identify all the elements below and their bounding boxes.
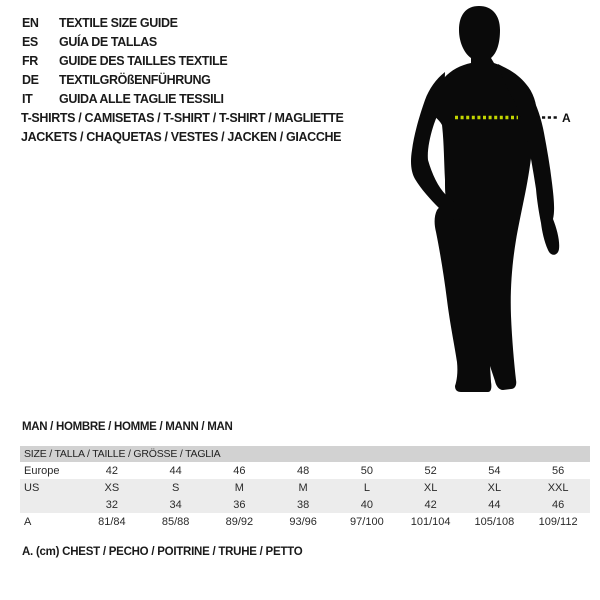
size-cell: S [171, 481, 180, 494]
gender-title: MAN / HOMBRE / HOMME / MANN / MAN [22, 421, 233, 433]
garment-categories [21, 109, 344, 147]
language-title: TEXTILGRÖßENFÜHRUNG [59, 72, 211, 87]
size-cell: 50 [360, 464, 373, 477]
size-cell: 40 [360, 498, 373, 511]
size-cell: 97/100 [350, 515, 384, 528]
row-label: A [24, 515, 32, 528]
size-cell: 48 [297, 464, 310, 477]
size-cell: 109/112 [538, 515, 578, 528]
size-cell: 46 [552, 498, 565, 511]
size-cell: 56 [552, 464, 565, 477]
size-cell: XL [487, 481, 502, 494]
language-code: FR [22, 53, 38, 68]
language-code: DE [22, 72, 39, 87]
language-list [22, 13, 227, 108]
size-cell: 38 [297, 498, 310, 511]
language-title: GUÍA DE TALLAS [59, 34, 157, 49]
language-title: TEXTILE SIZE GUIDE [59, 15, 178, 30]
table-row-chest-a [20, 513, 590, 530]
language-code: EN [22, 15, 39, 30]
table-row-us-numeric [20, 496, 590, 513]
size-cell: XL [423, 481, 438, 494]
language-code: ES [22, 34, 38, 49]
language-row-de [22, 70, 227, 89]
man-silhouette [400, 0, 600, 400]
size-cell: 105/108 [474, 515, 515, 528]
language-code: IT [22, 91, 33, 106]
size-cell: 54 [488, 464, 501, 477]
category-jackets: JACKETS / CHAQUETAS / VESTES / JACKEN / GIACCHE [21, 130, 342, 144]
size-table [20, 446, 590, 530]
size-cell: 36 [233, 498, 246, 511]
language-row-it [22, 89, 227, 108]
size-cell: 93/96 [289, 515, 317, 528]
size-cell: 46 [233, 464, 246, 477]
size-cell: 42 [424, 498, 437, 511]
row-label: Europe [24, 464, 60, 477]
size-cell: 52 [424, 464, 437, 477]
measurement-footnote: A. (cm) CHEST / PECHO / POITRINE / TRUHE / PETTO [22, 546, 303, 558]
size-cell: XXL [547, 481, 569, 494]
table-row-us [20, 479, 590, 496]
category-tshirts: T-SHIRTS / CAMISETAS / T-SHIRT / T-SHIRT / MAGLIETTE [21, 111, 344, 125]
size-cell: 81/84 [98, 515, 126, 528]
language-title: GUIDE DES TAILLES TEXTILE [59, 53, 228, 68]
language-row-fr [22, 51, 227, 70]
language-row-en [22, 13, 227, 32]
size-cell: 101/104 [410, 515, 451, 528]
size-cell: 85/88 [161, 515, 190, 528]
table-row-europe [20, 462, 590, 479]
size-cell: 32 [105, 498, 118, 511]
language-title: GUIDA ALLE TAGLIE TESSILI [59, 91, 224, 106]
size-cell: 44 [488, 498, 501, 511]
size-cell: 44 [169, 464, 182, 477]
size-cell: 34 [169, 498, 182, 511]
size-table-header: SIZE / TALLA / TAILLE / GRÖSSE / TAGLIA [20, 446, 590, 462]
size-cell: L [363, 481, 370, 494]
size-cell: M [234, 481, 244, 494]
size-cell: XS [104, 481, 120, 494]
row-label: US [24, 481, 40, 494]
size-cell: M [298, 481, 308, 494]
measurement-label-a: A [562, 111, 571, 125]
size-cell: 42 [105, 464, 118, 477]
language-row-es [22, 32, 227, 51]
size-cell: 89/92 [225, 515, 254, 528]
